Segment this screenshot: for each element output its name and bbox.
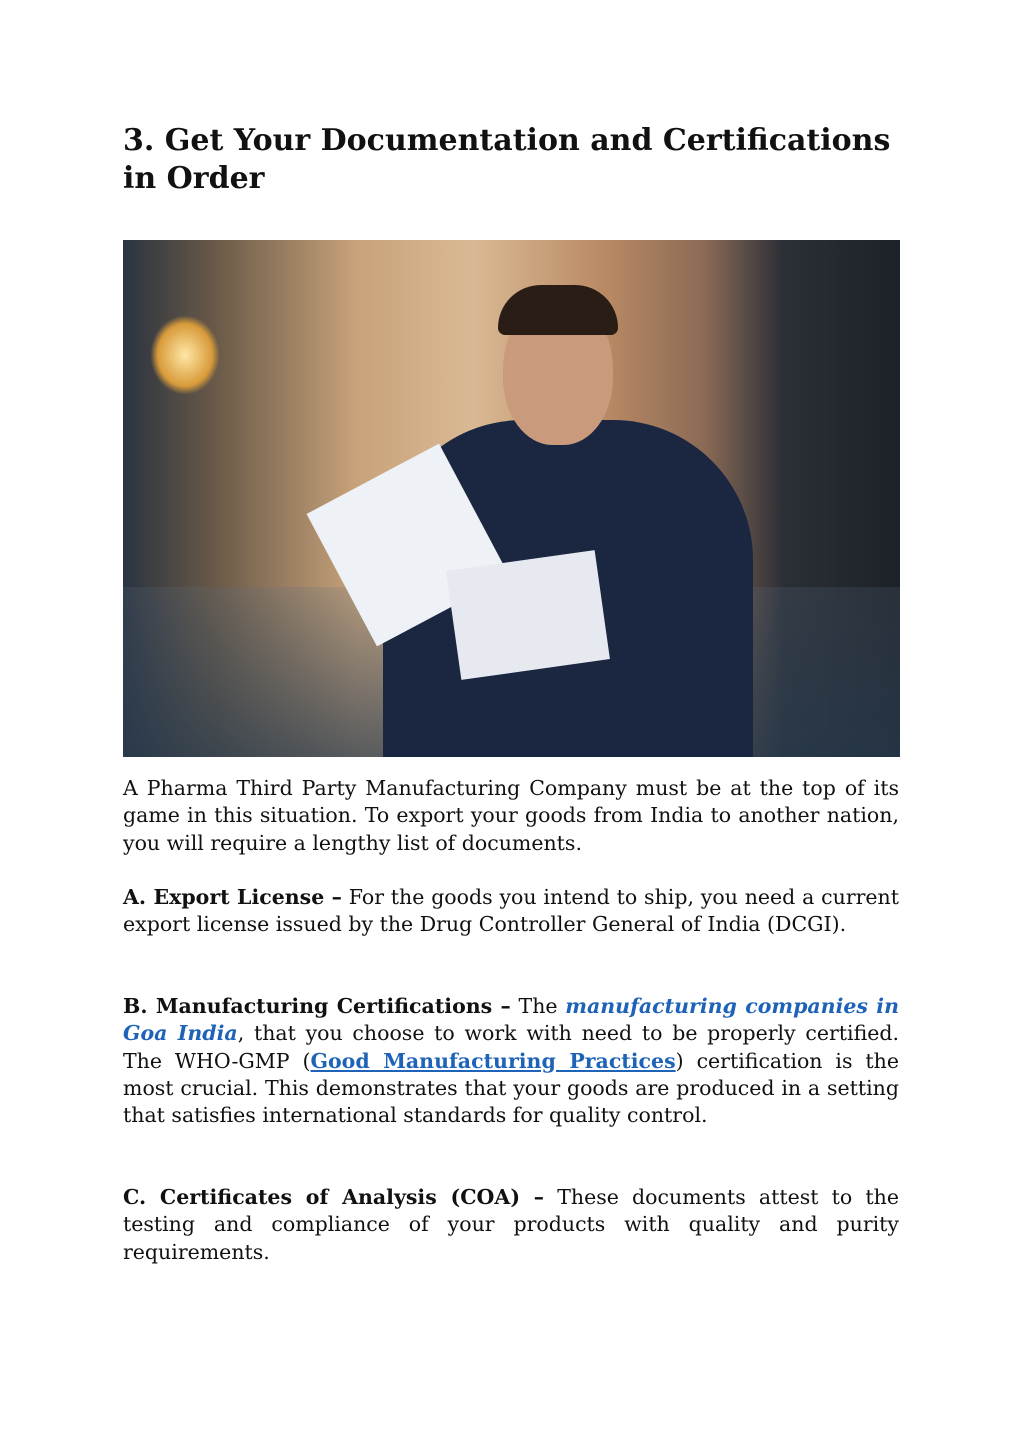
intro-paragraph: A Pharma Third Party Manufacturing Company must be at the top of its game in this situation. To export your goods from India to another nation, you will require a lengthy list of documents. — [123, 776, 899, 855]
coa-title: C. Certificates of Analysis (COA) – — [123, 1185, 545, 1209]
export-license-text: For the goods you intend to ship, you need a current export license issued by the Drug Controller General of India (DCGI). — [123, 885, 899, 937]
manufacturing-companies-goa-link[interactable]: manufacturing companies in Goa India — [123, 994, 900, 1046]
manufacturing-certifications-paragraph — [123, 993, 899, 1129]
text: ) certification is the most crucial. This demonstrates that your goods are produced in a setting that satisfies international standards for quality control. — [123, 1048, 899, 1128]
text: , that you choose to work with need to be properly certified. The WHO-GMP ( — [123, 1021, 900, 1073]
section-heading: 3. Get Your Documentation and Certifications in Order — [123, 123, 891, 196]
manufacturing-certifications-title: B. Manufacturing Certifications – — [123, 994, 511, 1018]
text: The — [510, 994, 566, 1018]
export-license-paragraph — [123, 884, 899, 939]
export-license-title: A. Export License – — [123, 885, 342, 909]
businessman-reading-documents-photo — [123, 240, 900, 757]
coa-paragraph — [123, 1184, 899, 1266]
coa-text: These documents attest to the testing and compliance of your products with quality and purity requirements. — [123, 1185, 899, 1264]
good-manufacturing-practices-link[interactable]: Good Manufacturing Practices — [310, 1048, 676, 1073]
